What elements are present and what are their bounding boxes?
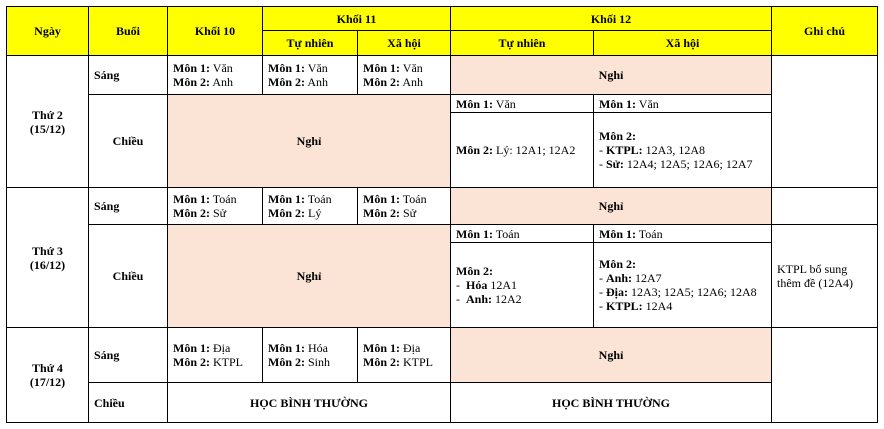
header-grade-12: Khối 12 — [451, 7, 772, 31]
subject-cell: Môn 1: Văn Môn 2: Anh — [168, 56, 263, 95]
day-name: Thứ 3 — [32, 243, 63, 258]
subject-cell: Môn 1: Địa Môn 2: KTPL — [168, 328, 263, 383]
off-cell: Nghỉ — [451, 56, 772, 95]
subject-cell: Môn 2: - Anh: 12A7 - Địa: 12A3; 12A5; 12A6; 12A8 - KTPL: 12A4 — [594, 243, 772, 328]
table-row — [7, 225, 878, 243]
exam-schedule-table — [6, 6, 878, 423]
session-label: Sáng — [89, 56, 168, 95]
session-label: Chiều — [89, 95, 168, 188]
subject-cell: Môn 1: Văn — [451, 95, 594, 113]
table-row — [7, 56, 878, 95]
day-cell — [7, 328, 89, 423]
session-label: Chiều — [89, 383, 168, 423]
note-text: KTPL bổ sung thêm đề (12A4) — [777, 262, 853, 290]
subject-cell: Môn 1: Toán Môn 2: Sử — [358, 188, 451, 225]
off-cell: Nghỉ — [451, 328, 772, 383]
subject-cell: Môn 1: Văn Môn 2: Anh — [358, 56, 451, 95]
subject-cell: Môn 2: Lý: 12A1; 12A2 — [451, 113, 594, 188]
note-cell — [772, 225, 878, 328]
subject-cell: Môn 1: Hóa Môn 2: Sinh — [263, 328, 358, 383]
day-cell — [7, 56, 89, 188]
header-grade-10: Khối 10 — [168, 7, 263, 56]
subject-cell: Môn 1: Toán — [594, 225, 772, 243]
subject-cell: Môn 1: Địa Môn 2: KTPL — [358, 328, 451, 383]
session-label: Sáng — [89, 328, 168, 383]
subject-cell: Môn 1: Toán — [451, 225, 594, 243]
header-grade-11-natural: Tự nhiên — [263, 31, 358, 56]
table-row — [7, 328, 878, 383]
note-cell — [772, 56, 878, 188]
table-row — [7, 383, 878, 423]
header-grade-11-social: Xã hội — [358, 31, 451, 56]
day-date: (16/12) — [29, 257, 66, 272]
day-name: Thứ 4 — [32, 361, 63, 375]
off-cell: Nghỉ — [451, 188, 772, 225]
subject-cell: Môn 1: Toán Môn 2: Sử — [168, 188, 263, 225]
day-cell — [7, 188, 89, 328]
session-label: Chiều — [89, 225, 168, 328]
subject-cell: Môn 2: - KTPL: 12A3, 12A8 - Sử: 12A4; 12A5; 12A6; 12A7 — [594, 113, 772, 188]
subject-cell: Môn 1: Toán Môn 2: Lý — [263, 188, 358, 225]
session-label: Sáng — [89, 188, 168, 225]
header-grade-12-natural: Tự nhiên — [451, 31, 594, 56]
table-row — [7, 188, 878, 225]
normal-study-cell: HỌC BÌNH THƯỜNG — [168, 383, 451, 423]
day-date: (15/12) — [29, 121, 66, 136]
day-name: Thứ 2 — [32, 107, 63, 122]
header-day: Ngày — [7, 7, 89, 56]
header-note: Ghi chú — [772, 7, 878, 56]
subject-cell: Môn 2: - Hóa 12A1 - Anh: 12A2 — [451, 243, 594, 328]
table-row — [7, 95, 878, 113]
day-date: (17/12) — [29, 375, 66, 389]
header-grade-11: Khối 11 — [263, 7, 451, 31]
off-cell: Nghỉ — [168, 95, 451, 188]
header-session: Buổi — [89, 7, 168, 56]
subject-cell: Môn 1: Văn — [594, 95, 772, 113]
normal-study-cell: HỌC BÌNH THƯỜNG — [451, 383, 772, 423]
note-cell — [772, 328, 878, 423]
header-grade-12-social: Xã hội — [594, 31, 772, 56]
subject-cell: Môn 1: Văn Môn 2: Anh — [263, 56, 358, 95]
off-cell: Nghỉ — [168, 225, 451, 328]
note-cell — [772, 188, 878, 225]
